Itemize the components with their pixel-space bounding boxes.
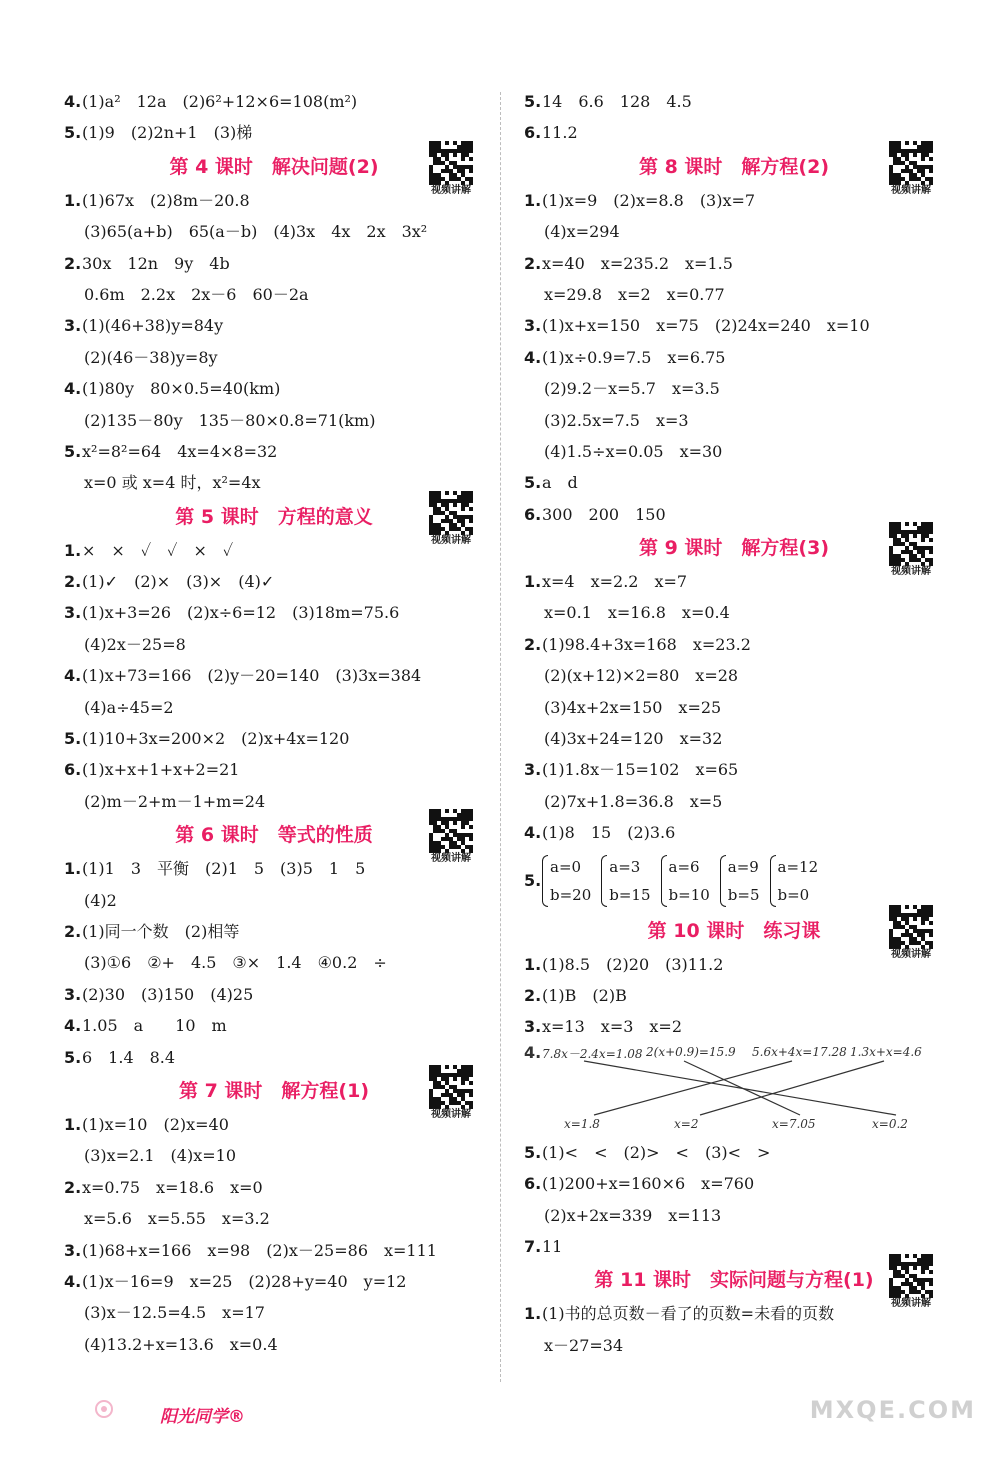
qr-code-icon[interactable] [422, 809, 480, 865]
answer-text: (2)9.2－x=5.7 x=3.5 [544, 379, 720, 399]
answer-line [64, 786, 484, 817]
answer-line [64, 1203, 484, 1234]
answer-text: (1)书的总页数－看了的页数=未看的页数 [542, 1304, 835, 1324]
qr-label: 视频讲解 [431, 534, 471, 546]
answer-line [64, 342, 484, 373]
question-number: 2. [524, 985, 542, 1005]
answer-line [64, 405, 484, 436]
answer-text: (3)①6 ②+ 4.5 ③× 1.4 ④0.2 ÷ [84, 953, 387, 973]
answer-text: x²=8²=64 4x=4×8=32 [82, 441, 278, 461]
question-number: 3. [64, 603, 82, 623]
answer-line [64, 853, 484, 884]
answer-text: 300 200 150 [542, 504, 666, 524]
question-number: 3. [64, 316, 82, 336]
answer-text: (3)x－12.5=4.5 x=17 [84, 1303, 265, 1323]
question-number: 5. [64, 441, 82, 461]
qr-label: 视频讲解 [891, 566, 931, 578]
question-number: 5. [524, 92, 542, 111]
answer-line [64, 1266, 484, 1297]
answer-text: (1)x－16=9 x=25 (2)28+y=40 y=12 [82, 1271, 407, 1291]
answer-text: (2)135－80y 135－80×0.8=71(km) [84, 410, 376, 430]
answer-line [64, 86, 484, 117]
answer-text: (1)x÷0.9=7.5 x=6.75 [542, 347, 726, 367]
answer-text: (4)13.2+x=13.6 x=0.4 [84, 1334, 278, 1354]
question-number: 1. [524, 954, 542, 974]
answer-line [524, 86, 944, 117]
match-solution: x=1.8 [564, 1116, 600, 1131]
answer-text: (1)(46+38)y=84y [82, 316, 224, 336]
brace-value: b=10 [668, 885, 710, 904]
answer-line [524, 723, 944, 754]
section-heading [524, 1262, 944, 1310]
answer-text: (1)68+x=166 x=98 (2)x－25=86 x=111 [82, 1240, 437, 1260]
answer-line [524, 660, 944, 691]
answer-text: 6 1.4 8.4 [82, 1047, 176, 1067]
question-number: 5. [64, 123, 82, 143]
answer-text: x=4 x=2.2 x=7 [542, 572, 688, 592]
answer-line [524, 692, 944, 723]
match-solution: x=2 [674, 1116, 699, 1131]
question-number: 3. [64, 1240, 82, 1260]
question-number: 2. [64, 253, 82, 273]
answer-line [524, 1011, 944, 1042]
answer-line [64, 916, 484, 947]
answer-line [64, 1010, 484, 1041]
question-number: 5. [524, 473, 542, 493]
question-number: 4. [64, 92, 82, 111]
brace-value: b=5 [727, 885, 760, 904]
section-heading [64, 817, 484, 865]
question-number: 2. [64, 572, 82, 592]
answer-line [524, 817, 944, 848]
match-equation: 5.6x+4x=17.28 [752, 1044, 847, 1059]
answer-text: x－27=34 [544, 1335, 624, 1355]
answer-line [64, 1042, 484, 1073]
answer-text: (1)x+3=26 (2)x÷6=12 (3)18m=75.6 [82, 603, 400, 623]
qr-code-icon[interactable] [422, 1065, 480, 1121]
question-number: 1. [524, 190, 542, 210]
answer-line [524, 980, 944, 1011]
question-number: 6. [524, 1174, 542, 1194]
page-ornament [84, 1398, 124, 1420]
answer-text: (1)同一个数 (2)相等 [82, 921, 240, 941]
brace-value: a=3 [609, 857, 641, 876]
answer-text: (4)2x－25=8 [84, 634, 186, 654]
watermark: MXQE.COM [809, 1396, 976, 1424]
right-column [524, 86, 944, 1361]
answer-text: (1)80y 80×0.5=40(km) [82, 379, 281, 399]
answer-line [524, 1200, 944, 1231]
answer-line [64, 117, 484, 148]
qr-code-icon[interactable] [422, 491, 480, 547]
answer-text: x=40 x=235.2 x=1.5 [542, 253, 733, 273]
brace-value: b=15 [609, 885, 651, 904]
answer-line [524, 216, 944, 247]
question-number: 3. [524, 316, 542, 336]
answer-text: (2)x+2x=339 x=113 [544, 1205, 722, 1225]
answer-text: (4)1.5÷x=0.05 x=30 [544, 441, 723, 461]
answer-text: (1)8 15 (2)3.6 [542, 823, 676, 843]
section-title: 第 10 课时 练习课 [647, 919, 821, 942]
qr-label: 视频讲解 [431, 853, 471, 865]
answer-text: (2)30 (3)150 (4)25 [82, 984, 254, 1004]
answer-text: (1)67x (2)8m－20.8 [82, 190, 250, 210]
qr-code-icon[interactable] [882, 1254, 940, 1310]
answer-line [64, 660, 484, 691]
answer-line [524, 117, 944, 148]
answer-line [64, 185, 484, 216]
answer-text: (1)200+x=160×6 x=760 [542, 1174, 755, 1194]
brace-pair [601, 853, 650, 909]
answer-line [64, 436, 484, 467]
question-number: 6. [524, 504, 542, 524]
brace-value: a=6 [668, 857, 700, 876]
match-line [684, 1061, 800, 1115]
question-number: 5. [64, 729, 82, 749]
section-title: 第 6 课时 等式的性质 [175, 824, 373, 847]
answer-text: (3)2.5x=7.5 x=3 [544, 410, 689, 430]
qr-label: 视频讲解 [431, 1108, 471, 1120]
answer-text: 0.6m 2.2x 2x－6 60－2a [84, 284, 309, 304]
answer-line [64, 629, 484, 660]
left-column [64, 86, 484, 1360]
qr-code-icon[interactable] [882, 141, 940, 197]
answer-text: (1)✓ (2)× (3)× (4)✓ [82, 572, 275, 592]
match-solution: x=7.05 [772, 1116, 816, 1131]
section-heading [64, 499, 484, 546]
question-number: 2. [64, 1177, 82, 1197]
answer-line [524, 629, 944, 660]
answer-line [64, 279, 484, 310]
answer-line [64, 1235, 484, 1266]
section-heading [64, 1073, 484, 1120]
answer-line [524, 279, 944, 310]
match-line [594, 1061, 792, 1115]
match-line [584, 1061, 896, 1115]
section-title: 第 11 课时 实际问题与方程(1) [594, 1269, 874, 1292]
answer-line [524, 597, 944, 628]
answer-text: x=13 x=3 x=2 [542, 1017, 683, 1037]
answer-text: (1)x+x=150 x=75 (2)24x=240 x=10 [542, 316, 870, 336]
answer-line [64, 373, 484, 404]
answer-text: (1)8.5 (2)20 (3)11.2 [542, 954, 724, 974]
qr-label: 视频讲解 [891, 948, 931, 960]
brace-pair [770, 853, 819, 909]
qr-label: 视频讲解 [891, 184, 931, 196]
answer-line [524, 185, 944, 216]
question-number: 5. [524, 1142, 542, 1162]
answer-text: (3)4x+2x=150 x=25 [544, 697, 722, 717]
answer-line [64, 216, 484, 247]
question-number: 1. [64, 1114, 82, 1134]
answer-text: x=5.6 x=5.55 x=3.2 [84, 1209, 270, 1229]
match-solution: x=0.2 [872, 1116, 908, 1131]
answer-text: x=29.8 x=2 x=0.77 [544, 284, 725, 304]
question-number: 4. [524, 1042, 542, 1062]
answer-line [524, 373, 944, 404]
match-equation: 2(x+0.9)=15.9 [646, 1044, 736, 1059]
answer-text: (1)x+x+1+x+2=21 [82, 760, 240, 780]
answer-line [524, 754, 944, 785]
answer-text: 1.05 a 10 m [82, 1016, 227, 1036]
brace-pair [661, 853, 710, 909]
question-number: 4. [64, 1016, 82, 1036]
question-number: 4. [524, 823, 542, 843]
answer-text: (1)a² 12a (2)6²+12×6=108(m²) [82, 92, 358, 111]
question-number: 4. [64, 379, 82, 399]
answer-text: (4)x=294 [544, 222, 620, 242]
answer-line [64, 467, 484, 498]
answer-text: (4)3x+24=120 x=32 [544, 729, 723, 749]
qr-code-icon[interactable] [422, 141, 480, 197]
question-number: 4. [524, 347, 542, 367]
question-number: 2. [524, 253, 542, 273]
question-number: 3. [64, 984, 82, 1004]
answer-text: 11.2 [542, 123, 578, 143]
answer-line [524, 1330, 944, 1361]
section-title: 第 8 课时 解方程(2) [638, 155, 830, 178]
answer-text: (1)x=10 (2)x=40 [82, 1114, 229, 1134]
qr-code-icon[interactable] [882, 522, 940, 578]
brace-value: a=9 [727, 857, 759, 876]
question-number: 6. [64, 760, 82, 780]
brace-pair [542, 853, 591, 909]
answer-text: (2)(x+12)×2=80 x=28 [544, 666, 739, 686]
answer-line [64, 566, 484, 597]
question-number: 2. [524, 634, 542, 654]
qr-code-icon[interactable] [882, 905, 940, 961]
answer-text: (3)65(a+b) 65(a－b) (4)3x 4x 2x 3x² [84, 222, 428, 242]
answer-line [524, 949, 944, 980]
match-equation: 1.3x+x=4.6 [850, 1044, 922, 1059]
section-title: 第 4 课时 解决问题(2) [169, 155, 379, 178]
answer-line [524, 1298, 944, 1329]
section-title: 第 7 课时 解方程(1) [178, 1079, 370, 1102]
answer-text: (1)9 (2)2n+1 (3)梯 [82, 123, 253, 143]
answer-text: (4)2 [84, 890, 117, 910]
brace-value: a=0 [550, 857, 582, 876]
answer-line [64, 947, 484, 978]
qr-label: 视频讲解 [891, 1298, 931, 1310]
answer-text: 14 6.6 128 4.5 [542, 92, 692, 111]
answer-line [64, 754, 484, 785]
answer-line [524, 566, 944, 597]
question-number: 4. [64, 1271, 82, 1291]
question-number: 3. [524, 1017, 542, 1037]
answer-text: (1)x=9 (2)x=8.8 (3)x=7 [542, 190, 756, 210]
answer-line [64, 723, 484, 754]
answer-line [524, 786, 944, 817]
answer-text: (1)1 3 平衡 (2)1 5 (3)5 1 5 [82, 859, 366, 879]
answer-text: (1)10+3x=200×2 (2)x+4x=120 [82, 729, 350, 749]
answer-text: (1)98.4+3x=168 x=23.2 [542, 634, 751, 654]
section-heading [524, 913, 944, 960]
answer-line [64, 597, 484, 628]
qr-label: 视频讲解 [431, 184, 471, 196]
question-number: 1. [64, 190, 82, 210]
answer-line [64, 1172, 484, 1203]
answer-line [524, 405, 944, 436]
question-number: 2. [64, 921, 82, 941]
answer-line [64, 310, 484, 341]
brace-value: a=12 [777, 857, 819, 876]
match-line [700, 1061, 884, 1115]
brace-value: b=0 [777, 885, 810, 904]
question-number: 6. [524, 123, 542, 143]
question-number: 4. [64, 666, 82, 686]
question-number: 1. [524, 572, 542, 592]
answer-text: (1)x+73=166 (2)y－20=140 (3)3x=384 [82, 666, 422, 686]
question-number: 5. [524, 871, 542, 891]
match-lines [524, 1043, 944, 1137]
brace-value: b=20 [550, 885, 592, 904]
answer-line [64, 535, 484, 566]
question-number: 1. [64, 859, 82, 879]
answer-line [524, 1231, 944, 1262]
answer-line [64, 885, 484, 916]
answer-line [64, 1297, 484, 1328]
question-number: 1. [64, 540, 82, 560]
answer-text: × × ✓ ✓ × ✓ [82, 540, 234, 560]
answer-line [524, 248, 944, 279]
matching-diagram [524, 1043, 944, 1137]
answer-line [524, 436, 944, 467]
answer-text: x=0.75 x=18.6 x=0 [82, 1177, 263, 1197]
answer-text: (1)B (2)B [542, 985, 627, 1005]
answer-line [64, 692, 484, 723]
answer-line [524, 467, 944, 498]
section-title: 第 5 课时 方程的意义 [175, 505, 373, 528]
answer-text: 30x 12n 9y 4b [82, 253, 230, 273]
section-heading [524, 530, 944, 578]
answer-line [64, 1140, 484, 1171]
answer-text: (2)(46－38)y=8y [84, 347, 218, 367]
section-title: 第 9 课时 解方程(3) [638, 537, 830, 560]
answer-line [64, 1109, 484, 1140]
answer-text: 11 [542, 1236, 563, 1256]
question-number: 3. [524, 760, 542, 780]
answer-text: (1)1.8x－15=102 x=65 [542, 760, 739, 780]
column-divider [500, 92, 501, 1382]
match-equation: 7.8x－2.4x=1.08 [542, 1046, 643, 1061]
answer-line [524, 1137, 944, 1168]
answer-line [64, 1329, 484, 1360]
answer-text: (1)< < (2)> < (3)< > [542, 1142, 771, 1162]
section-heading [64, 149, 484, 196]
answer-text: (4)a÷45=2 [84, 697, 174, 717]
answer-text: (3)x=2.1 (4)x=10 [84, 1146, 236, 1166]
answer-text: x=0 或 x=4 时，x²=4x [84, 473, 261, 493]
brand-logo: 阳光同学® [160, 1407, 245, 1427]
answer-line [64, 979, 484, 1010]
answer-text: (2)m－2+m－1+m=24 [84, 791, 266, 811]
answer-line [524, 342, 944, 373]
answer-text: (2)7x+1.8=36.8 x=5 [544, 791, 723, 811]
answer-line [64, 248, 484, 279]
question-number: 1. [524, 1304, 542, 1324]
answer-line [524, 1168, 944, 1199]
section-heading [524, 149, 944, 196]
brace-answer-row [524, 849, 944, 913]
answer-text: a d [542, 473, 578, 493]
question-number: 5. [64, 1047, 82, 1067]
answer-text: x=0.1 x=16.8 x=0.4 [544, 603, 730, 623]
answer-line [524, 499, 944, 530]
brace-pair [720, 853, 760, 909]
question-number: 7. [524, 1236, 542, 1256]
answer-line [524, 310, 944, 341]
